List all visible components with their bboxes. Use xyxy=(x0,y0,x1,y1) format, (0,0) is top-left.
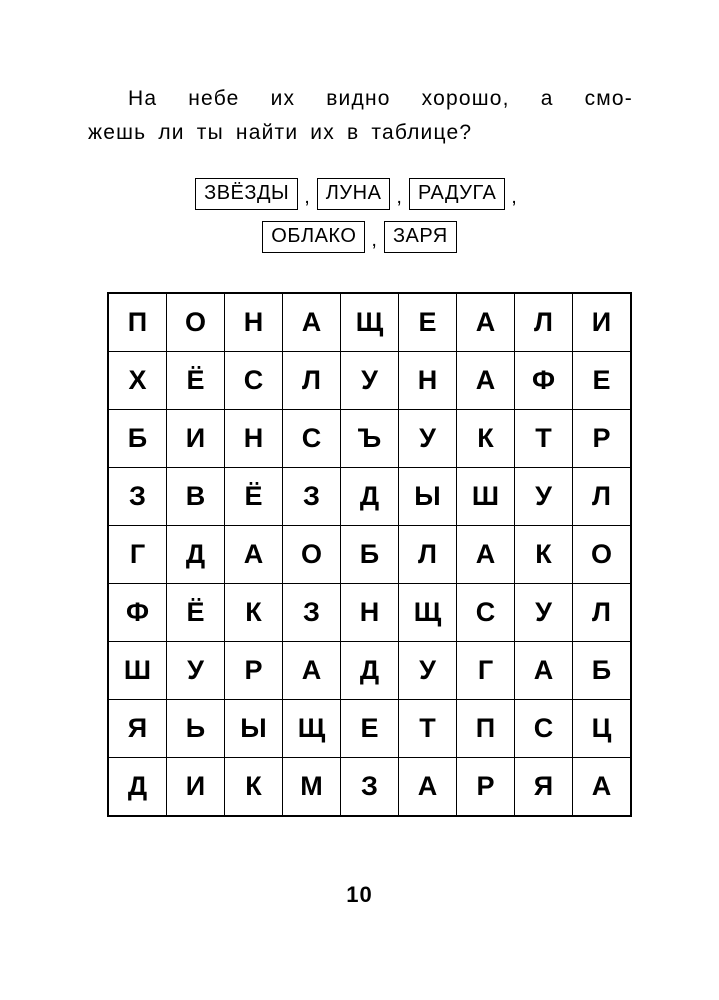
grid-cell[interactable]: Д xyxy=(167,526,225,584)
grid-cell[interactable]: Ё xyxy=(167,584,225,642)
grid-cell[interactable]: Н xyxy=(225,410,283,468)
grid-cell[interactable]: Я xyxy=(515,758,573,817)
grid-cell[interactable]: У xyxy=(515,584,573,642)
word-search-grid xyxy=(107,292,632,817)
grid-row xyxy=(108,352,631,410)
grid-cell[interactable]: М xyxy=(283,758,341,817)
grid-cell[interactable]: У xyxy=(341,352,399,410)
prompt-line-1: На небе их видно хорошо, а смо- xyxy=(128,87,633,110)
grid-cell[interactable]: У xyxy=(399,642,457,700)
grid-cell[interactable]: К xyxy=(457,410,515,468)
grid-cell[interactable]: П xyxy=(457,700,515,758)
word-list-row xyxy=(0,178,719,210)
grid-cell[interactable]: Ё xyxy=(225,468,283,526)
word-chip: ЗВЁЗДЫ xyxy=(195,178,298,210)
grid-cell[interactable]: А xyxy=(283,293,341,352)
grid-cell[interactable]: Т xyxy=(515,410,573,468)
grid-row xyxy=(108,526,631,584)
page-number: 10 xyxy=(346,882,373,907)
grid-cell[interactable]: А xyxy=(225,526,283,584)
grid-cell[interactable]: Н xyxy=(341,584,399,642)
grid-cell[interactable]: У xyxy=(167,642,225,700)
grid-cell[interactable]: Р xyxy=(225,642,283,700)
grid-cell[interactable]: Ш xyxy=(457,468,515,526)
grid-cell[interactable]: Л xyxy=(573,584,632,642)
grid-cell[interactable]: Щ xyxy=(341,293,399,352)
grid-cell[interactable]: О xyxy=(167,293,225,352)
grid-row xyxy=(108,468,631,526)
grid-cell[interactable]: Х xyxy=(108,352,167,410)
grid-cell[interactable]: З xyxy=(283,468,341,526)
word-chip: ЗАРЯ xyxy=(384,221,457,253)
grid-row xyxy=(108,293,631,352)
grid-cell[interactable]: С xyxy=(457,584,515,642)
word-chip: РАДУГА xyxy=(409,178,505,210)
grid-row xyxy=(108,758,631,817)
grid-cell[interactable]: К xyxy=(225,584,283,642)
grid-cell[interactable]: А xyxy=(457,526,515,584)
grid-cell[interactable]: С xyxy=(515,700,573,758)
grid-cell[interactable]: З xyxy=(108,468,167,526)
grid-cell[interactable]: Л xyxy=(573,468,632,526)
grid-cell[interactable]: Г xyxy=(108,526,167,584)
grid-cell[interactable]: А xyxy=(573,758,632,817)
word-chip: ЛУНА xyxy=(317,178,391,210)
grid-cell[interactable]: Г xyxy=(457,642,515,700)
grid-cell[interactable]: А xyxy=(283,642,341,700)
word-list xyxy=(0,178,719,264)
grid-cell[interactable]: Д xyxy=(341,642,399,700)
grid-cell[interactable]: Щ xyxy=(283,700,341,758)
grid-cell[interactable]: Л xyxy=(515,293,573,352)
grid-cell[interactable]: А xyxy=(399,758,457,817)
word-separator: , xyxy=(371,229,377,251)
grid-cell[interactable]: З xyxy=(283,584,341,642)
grid-cell[interactable]: А xyxy=(515,642,573,700)
grid-cell[interactable]: Б xyxy=(108,410,167,468)
prompt-text xyxy=(88,82,633,150)
word-separator: , xyxy=(304,186,310,208)
grid-cell[interactable]: Ъ xyxy=(341,410,399,468)
letter-grid-table xyxy=(107,292,632,817)
grid-cell[interactable]: З xyxy=(341,758,399,817)
grid-cell[interactable]: К xyxy=(515,526,573,584)
grid-cell[interactable]: Ы xyxy=(225,700,283,758)
grid-cell[interactable]: Щ xyxy=(399,584,457,642)
grid-cell[interactable]: Ы xyxy=(399,468,457,526)
grid-cell[interactable]: Ц xyxy=(573,700,632,758)
grid-cell[interactable]: У xyxy=(515,468,573,526)
grid-cell[interactable]: Б xyxy=(341,526,399,584)
grid-cell[interactable]: Ш xyxy=(108,642,167,700)
grid-cell[interactable]: Ф xyxy=(515,352,573,410)
prompt-line-2: жешь ли ты найти их в таблице? xyxy=(88,121,473,144)
grid-cell[interactable]: К xyxy=(225,758,283,817)
grid-cell[interactable]: Ф xyxy=(108,584,167,642)
grid-cell[interactable]: С xyxy=(225,352,283,410)
grid-cell[interactable]: Б xyxy=(573,642,632,700)
grid-cell[interactable]: А xyxy=(457,352,515,410)
grid-cell[interactable]: Ь xyxy=(167,700,225,758)
grid-cell[interactable]: Е xyxy=(341,700,399,758)
grid-cell[interactable]: И xyxy=(167,410,225,468)
grid-row xyxy=(108,642,631,700)
grid-cell[interactable]: Р xyxy=(457,758,515,817)
word-separator: , xyxy=(396,186,402,208)
grid-cell[interactable]: И xyxy=(167,758,225,817)
grid-row xyxy=(108,410,631,468)
grid-cell[interactable]: О xyxy=(283,526,341,584)
grid-cell[interactable]: Ё xyxy=(167,352,225,410)
grid-cell[interactable]: У xyxy=(399,410,457,468)
grid-cell[interactable]: П xyxy=(108,293,167,352)
word-chip: ОБЛАКО xyxy=(262,221,365,253)
grid-cell[interactable]: Е xyxy=(399,293,457,352)
grid-cell[interactable]: Л xyxy=(399,526,457,584)
word-separator: , xyxy=(511,186,517,208)
grid-cell[interactable]: А xyxy=(457,293,515,352)
grid-cell[interactable]: О xyxy=(573,526,632,584)
grid-row xyxy=(108,700,631,758)
grid-cell[interactable]: Р xyxy=(573,410,632,468)
grid-cell[interactable]: И xyxy=(573,293,632,352)
grid-cell[interactable]: Н xyxy=(225,293,283,352)
grid-cell[interactable]: С xyxy=(283,410,341,468)
grid-cell[interactable]: Т xyxy=(399,700,457,758)
grid-cell[interactable]: Д xyxy=(341,468,399,526)
grid-cell[interactable]: Л xyxy=(283,352,341,410)
grid-cell[interactable]: Н xyxy=(399,352,457,410)
grid-cell[interactable]: В xyxy=(167,468,225,526)
grid-cell[interactable]: Я xyxy=(108,700,167,758)
grid-cell[interactable]: Е xyxy=(573,352,632,410)
grid-cell[interactable]: Д xyxy=(108,758,167,817)
word-list-row xyxy=(0,221,719,253)
grid-row xyxy=(108,584,631,642)
